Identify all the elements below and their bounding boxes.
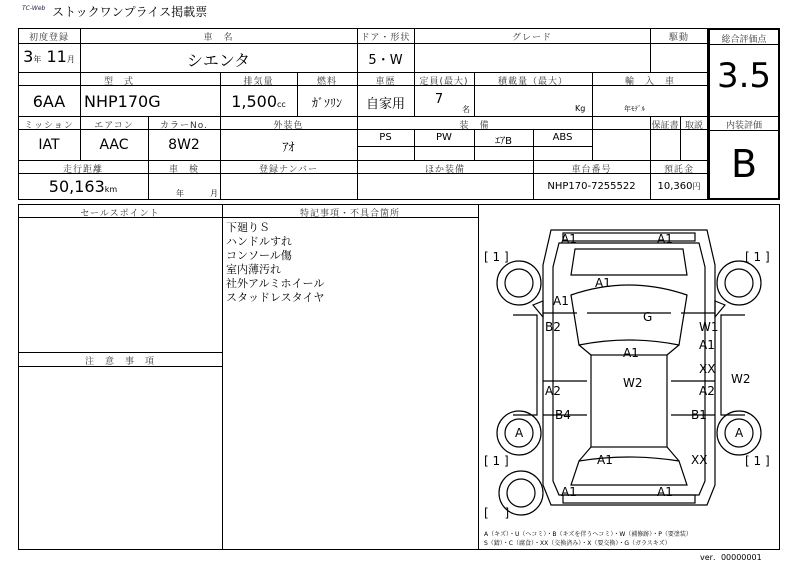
mark-front-bumper-left: A1	[561, 232, 577, 246]
label-drive: 駆動	[668, 33, 689, 43]
mark-rear-quarter-right: XX	[691, 453, 708, 467]
mark-trunk: A1	[597, 453, 613, 467]
logo: TC-Web	[22, 5, 46, 12]
doors-shape-value: 5・W	[368, 53, 403, 68]
version-label: ver．00000001	[700, 553, 762, 562]
remark-item: 下廻りＳ	[226, 221, 270, 234]
label-mileage: 走行距離	[62, 165, 103, 175]
inspection-year-unit: 年	[176, 189, 184, 198]
mark-rear-bumper-left: A1	[561, 485, 577, 499]
mark-rear-fender-left: B4	[555, 408, 571, 422]
load-unit: Kg	[575, 104, 586, 113]
label-chassis: 車台番号	[571, 165, 612, 175]
first-reg-year: 3	[23, 47, 34, 66]
bracket-rear-right: [ 1 ]	[745, 454, 770, 468]
label-car-name: 車 名	[203, 33, 234, 43]
remark-item: 室内薄汚れ	[226, 263, 281, 276]
score-panel	[708, 28, 780, 200]
equipment-airbag: ｴｱB	[495, 136, 512, 147]
mark-right-step: W2	[731, 372, 751, 386]
legend	[484, 530, 692, 548]
label-grade: グレード	[511, 33, 552, 43]
bracket-front-right: [ 1 ]	[745, 250, 770, 264]
label-equipment: 装 備	[459, 121, 490, 131]
first-reg-month: 11	[46, 47, 67, 66]
import-model-year: 年ﾓﾃﾞﾙ	[624, 105, 645, 113]
mark-front-door-right-2: A1	[699, 338, 715, 352]
year-unit: 年	[33, 55, 42, 64]
capacity-unit: 名	[462, 105, 470, 114]
bracket-front-left: [ 1 ]	[484, 250, 509, 264]
remark-item: コンソール傷	[226, 249, 292, 262]
total-score-value: 3.5	[716, 56, 772, 96]
mark-rear-tire-left: A	[515, 426, 524, 440]
label-inspection: 車 検	[168, 165, 199, 175]
mark-hood: A1	[595, 276, 611, 290]
aircon-value: AAC	[99, 137, 129, 153]
remark-item: ハンドルすれ	[226, 235, 292, 248]
mark-front-door-left: B2	[545, 320, 561, 334]
deposit-unit: 円	[692, 182, 701, 191]
label-model: 型 式	[103, 77, 134, 87]
label-other-equipment: ほか装備	[424, 165, 465, 175]
chassis-value: NHP170-7255522	[547, 181, 636, 192]
mark-rear-door-left: A2	[545, 384, 561, 398]
displacement-value	[220, 92, 297, 111]
legend-line-1: A（キズ）・U（ヘコミ）・B（キズを伴うヘコミ）・W（補修跡）・P（要塗装）	[484, 531, 692, 538]
label-aircon: エアコン	[94, 121, 134, 131]
deposit-value	[650, 181, 708, 192]
first-reg-value	[18, 47, 80, 66]
bracket-rear-left: [ 1 ]	[484, 454, 509, 468]
label-ext-color: 外装色	[273, 121, 304, 131]
label-caution: 注 意 事 項	[84, 357, 155, 367]
label-sales-point: セールスポイント	[80, 209, 160, 219]
equipment-pw: PW	[436, 132, 452, 143]
deposit-number: 10,360	[657, 181, 693, 192]
legend-line-2: S（錆）・C（腐食）・XX（交換済み）・X（要交換）・G（ガラスキズ）	[484, 540, 671, 547]
model-code-value: NHP170G	[84, 92, 161, 111]
car-damage-diagram	[479, 205, 779, 530]
fuel-value: ｶﾞｿﾘﾝ	[311, 96, 342, 110]
label-interior-score: 内装評価	[725, 121, 762, 131]
mileage-unit: km	[104, 185, 118, 194]
label-load: 積載量（最大）	[497, 77, 568, 87]
displacement-number: 1,500	[231, 92, 277, 111]
mileage-number: 50,163	[48, 177, 105, 196]
capacity-value: 7	[434, 92, 444, 107]
mark-roof-2: W2	[623, 376, 643, 390]
displacement-unit: cc	[277, 100, 286, 109]
mark-front-bumper-right: A1	[657, 232, 673, 246]
document-title: ストックワンプライス掲載票	[52, 5, 208, 19]
label-total-score: 総合評価点	[721, 35, 767, 45]
label-first-reg: 初度登録	[28, 33, 69, 43]
mark-front-fender-left: A1	[553, 294, 569, 308]
mark-windshield: G	[643, 310, 653, 324]
interior-score-value: B	[730, 142, 758, 186]
label-color: カラーNo.	[160, 121, 208, 131]
car-name-value: シエンタ	[186, 51, 251, 70]
label-manual: 取説	[684, 121, 703, 131]
label-deposit: 預託金	[663, 165, 694, 175]
mark-rear-tire-right: A	[735, 426, 744, 440]
mileage-value	[18, 177, 148, 196]
bracket-spare: [ ]	[484, 506, 510, 520]
label-import: 輸 入 車	[624, 77, 675, 87]
label-remarks: 特記事項・不具合箇所	[299, 209, 400, 219]
label-warranty: 保証書	[651, 121, 679, 131]
remark-item: スタッドレスタイヤ	[226, 291, 325, 304]
ext-color-value: ｱｵ	[282, 140, 295, 154]
label-capacity: 定員(最大)	[419, 77, 469, 87]
mark-roof-1: A1	[623, 346, 639, 360]
model-prefix-value: 6AA	[32, 92, 66, 111]
remark-item: 社外アルミホイール	[226, 277, 325, 290]
remarks-list	[226, 221, 324, 305]
label-fuel: 燃料	[316, 77, 337, 87]
label-plate: 登録ナンバー	[259, 165, 318, 175]
mark-rear-door-right-2: A2	[699, 384, 715, 398]
mark-front-door-right-1: W1	[699, 320, 719, 334]
label-history: 車歴	[375, 77, 396, 87]
equipment-ps: PS	[379, 132, 392, 143]
mark-rear-fender-right: B1	[691, 408, 707, 422]
mark-rear-bumper-right: A1	[657, 485, 673, 499]
label-displacement: 排気量	[243, 77, 274, 87]
mission-value: IAT	[38, 137, 60, 153]
history-value: 自家用	[365, 97, 405, 112]
equipment-abs: ABS	[552, 132, 573, 143]
inspection-month-unit: 月	[210, 189, 218, 198]
month-unit: 月	[66, 55, 75, 64]
label-mission: ミッション	[24, 121, 74, 131]
label-doors-shape: ドア・形状	[360, 33, 411, 43]
mark-rear-door-right-1: XX	[699, 362, 716, 376]
color-value: 8W2	[168, 137, 200, 153]
